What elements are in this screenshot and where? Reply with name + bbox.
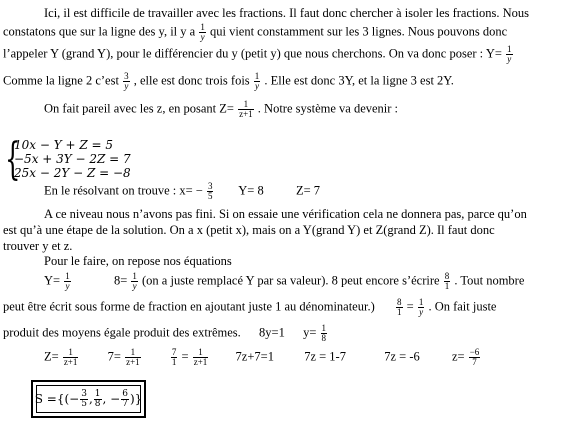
solution-open: {(− (56, 392, 80, 406)
fraction-den: y (200, 32, 205, 42)
fraction-num: 1 (321, 323, 327, 333)
fraction-den: y (124, 81, 129, 91)
fraction-den: 7 (122, 398, 128, 409)
fraction (193, 348, 209, 367)
text-span: . On fait juste (428, 299, 497, 314)
text-span: 7z = 1-7 (304, 349, 346, 364)
text-span: = (406, 299, 414, 314)
fraction (63, 348, 79, 367)
text-span: 7z = -6 (384, 349, 420, 364)
solution-sep: , − (102, 392, 121, 406)
solution-prefix: S = (34, 392, 57, 406)
fraction-num: 1 (200, 22, 205, 32)
fraction (469, 348, 481, 367)
text-span: 8y=1 (259, 325, 285, 340)
fraction-den: 5 (81, 398, 87, 409)
fraction-den: y (132, 281, 137, 291)
text-span: y= (303, 325, 317, 340)
fraction-num: 8 (444, 271, 450, 281)
text-line (3, 324, 328, 343)
fraction-num: −6 (469, 347, 480, 357)
system-equation: −5x + 3Y − 2Z = 7 (14, 152, 131, 166)
fraction-den: y (419, 307, 424, 317)
fraction-num: 1 (132, 271, 137, 281)
text-span: 7= (107, 349, 121, 364)
fraction-den: z+1 (239, 109, 253, 119)
text-span: , elle est donc trois fois (133, 73, 250, 88)
text-line (44, 182, 320, 201)
fraction-num: 1 (125, 348, 141, 358)
solution-sep: , (88, 392, 93, 406)
text-span: On fait pareil avec les z, en posant Z= (44, 101, 234, 116)
fraction-num: 1 (94, 388, 101, 399)
fraction-den: 7 (472, 357, 477, 367)
fraction (207, 182, 214, 201)
fraction-den: 1 (171, 357, 177, 367)
text-line (44, 272, 524, 291)
fraction (238, 100, 254, 119)
text-span: 7z+7=1 (235, 349, 274, 364)
system-brace: { (5, 134, 21, 185)
text-span: Y= (44, 273, 61, 288)
text-line (3, 45, 514, 64)
fraction-num: 1 (63, 348, 79, 358)
fraction-num: 1 (193, 348, 209, 358)
fraction (444, 272, 451, 291)
text-span: produit des moyens égale produit des extrêmes. (3, 325, 241, 340)
fraction-den: 8 (321, 333, 327, 343)
text-span: Y= 8 (238, 183, 264, 198)
fraction (64, 272, 71, 291)
fraction (123, 72, 130, 91)
fraction (418, 298, 425, 317)
fraction-num: 1 (418, 297, 424, 307)
fraction-num: 6 (122, 388, 128, 399)
fraction-num: 1 (254, 71, 260, 81)
fraction (125, 348, 141, 367)
fraction (80, 390, 88, 409)
text-span: Comme la ligne 2 c’est (3, 73, 119, 88)
text-span: . Elle est donc 3Y, et la ligne 3 est 2Y. (264, 73, 454, 88)
fraction-num: 7 (171, 347, 177, 357)
text-span: qui vient constamment sur les 3 lignes. Nous pouvons donc (209, 24, 508, 39)
text-line: Pour le faire, on repose nos équations (44, 254, 232, 268)
fraction-num: 3 (124, 71, 129, 81)
fraction-den: y (507, 54, 512, 64)
fraction (131, 272, 138, 291)
fraction-den: 1 (444, 281, 450, 291)
fraction-den: z+1 (193, 357, 208, 367)
fraction (94, 390, 102, 409)
text-line (44, 348, 481, 367)
fraction-den: 8 (94, 398, 101, 409)
text-line (3, 72, 454, 91)
fraction-num: 3 (81, 388, 87, 399)
solution-box-inner (36, 385, 141, 413)
fraction (254, 72, 261, 91)
system-equation: 25x − 2Y − Z = −8 (14, 166, 131, 180)
text-span: (on a juste remplacé Y par sa valeur). 8 peut encore s’écrire (142, 273, 440, 288)
system-equation: 10x − Y + Z = 5 (14, 138, 113, 152)
fraction-num: 1 (65, 271, 70, 281)
text-line (44, 100, 398, 119)
solution-box (31, 380, 146, 418)
text-span: z= (451, 349, 465, 364)
fraction-num: 8 (397, 297, 402, 307)
fraction (321, 324, 328, 343)
text-span: constatons que sur la ligne des y, il y a (3, 24, 196, 39)
fraction-den: z+1 (63, 357, 78, 367)
text-span: 8= (113, 273, 128, 288)
fraction (121, 390, 129, 409)
text-line: Ici, il est difficile de travailler avec les fractions. Il faut donc chercher à isoler les fractions. Nous (44, 6, 529, 20)
text-span: Z= (44, 349, 59, 364)
fraction-den: y (65, 281, 70, 291)
fraction (396, 298, 403, 317)
text-line (3, 298, 496, 317)
solution-close: )} (129, 392, 143, 406)
text-line: trouver y et z. (3, 239, 73, 253)
text-line: A ce niveau nous n’avons pas fini. Si on essaie une vérification cela ne donnera pas, parce qu’on (44, 207, 527, 221)
text-span: En le résolvant on trouve : x= − (44, 183, 203, 198)
text-line: est qu’à une étape de la solution. On a x (petit x), mais on a Y(grand Y) et Z(grand Z). Il faut donc (3, 223, 495, 237)
fraction-den: 5 (207, 191, 213, 201)
text-span: Z= 7 (295, 183, 321, 198)
fraction (199, 23, 206, 42)
fraction (171, 348, 178, 367)
fraction-num: 1 (507, 44, 512, 54)
fraction-num: 3 (207, 181, 213, 191)
fraction-den: 1 (397, 307, 402, 317)
fraction-num: 1 (238, 100, 254, 110)
text-span: . Notre système va devenir : (257, 101, 399, 116)
fraction-den: z+1 (126, 357, 140, 367)
text-span: . Tout nombre (454, 273, 525, 288)
fraction-den: y (255, 81, 260, 91)
text-span: peut être écrit sous forme de fraction en ajoutant juste 1 au dénominateur.) (3, 299, 375, 314)
text-span: l’appeler Y (grand Y), pour le différencier du y (petit y) que nous cherchons. On va donc poser : Y= (3, 46, 502, 61)
text-span: = (181, 349, 189, 364)
text-line (3, 23, 507, 42)
fraction (506, 45, 513, 64)
